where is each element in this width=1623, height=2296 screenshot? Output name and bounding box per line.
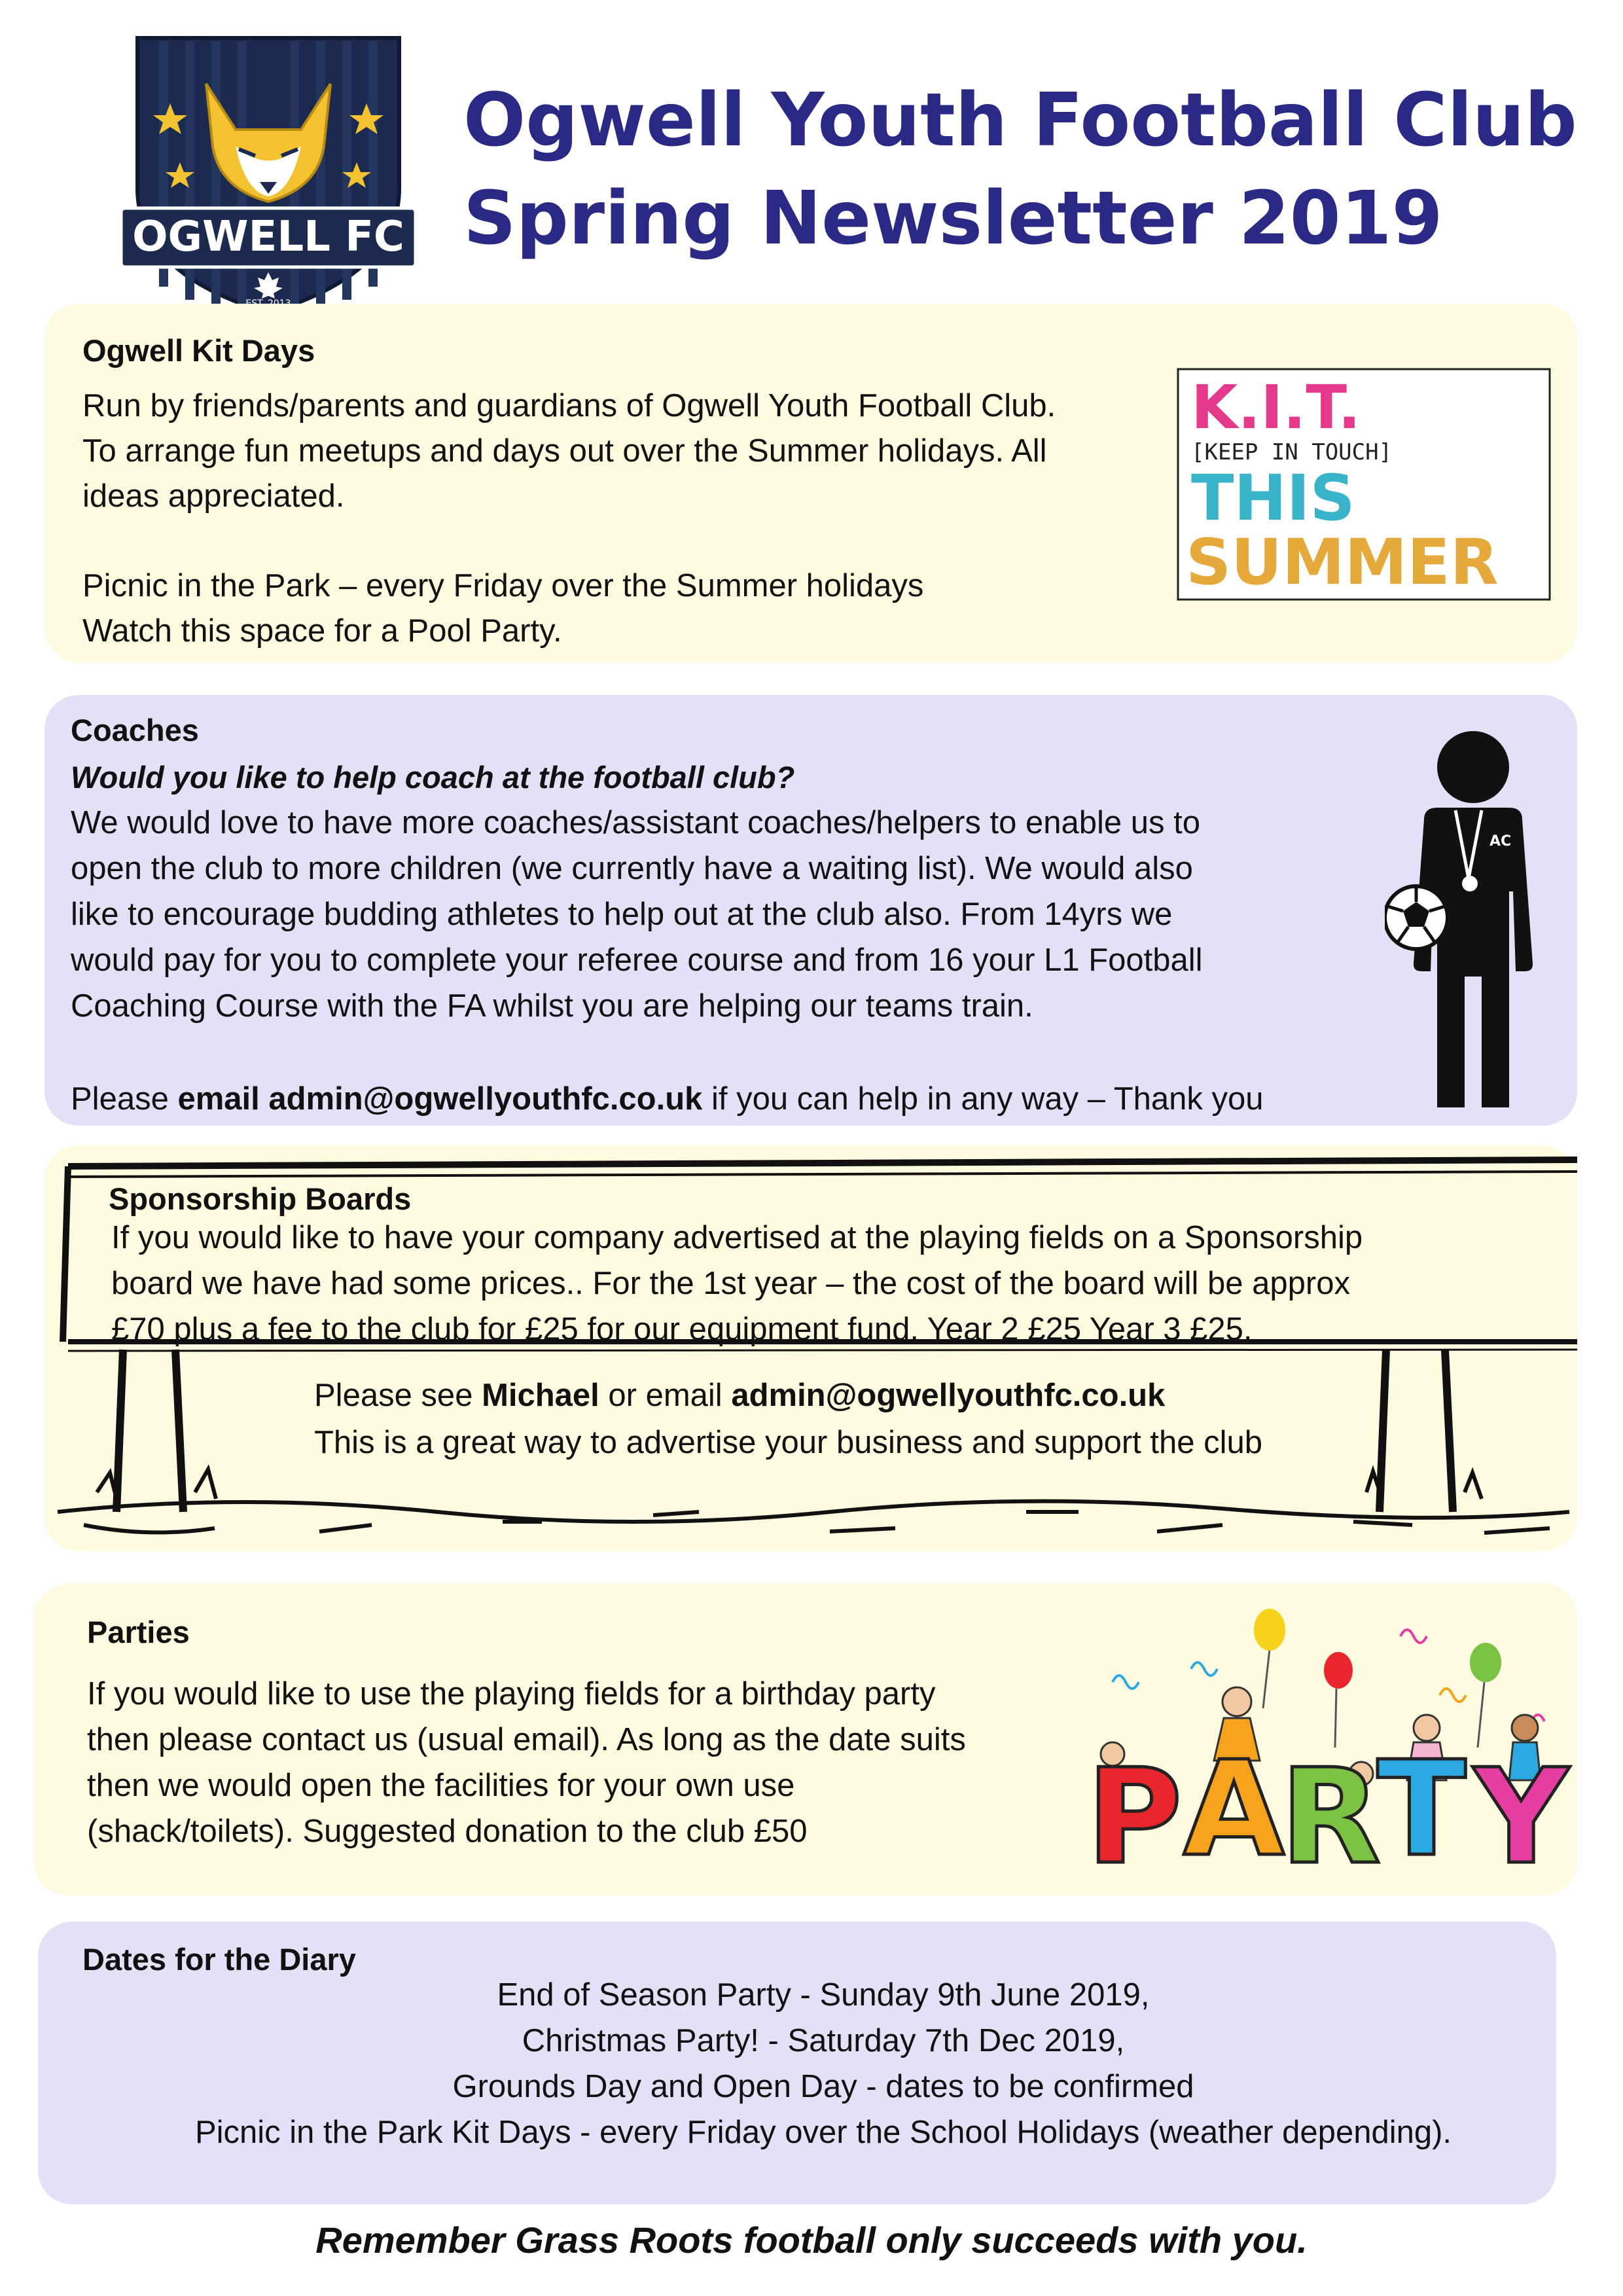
coaches-heading: Coaches <box>71 713 199 747</box>
kit-days-line: ideas appreciated. <box>82 478 345 514</box>
kit-days-line: Picnic in the Park – every Friday over the Summer holidays <box>82 568 924 603</box>
coach-badge-text: AC <box>1489 833 1512 850</box>
newsletter-title-line1: Ogwell Youth Football Club <box>463 78 1577 163</box>
sponsorship-email[interactable]: admin@ogwellyouthfc.co.uk <box>731 1378 1166 1413</box>
coaches-contact-email[interactable]: email admin@ogwellyouthfc.co.uk <box>177 1081 703 1117</box>
svg-text:THIS: THIS <box>1191 461 1355 535</box>
party-letter: P <box>1086 1741 1183 1872</box>
kit-days-heading: Ogwell Kit Days <box>82 333 315 368</box>
sponsorship-line: board we have had some prices.. For the 1st year – the cost of the board will be approx <box>111 1266 1350 1301</box>
newsletter-title-line2: Spring Newsletter 2019 <box>463 176 1443 261</box>
party-letter: T <box>1377 1733 1467 1872</box>
parties-line: If you would like to use the playing fields for a birthday party <box>87 1676 936 1712</box>
diary-list <box>38 1979 1609 2176</box>
party-letter: A <box>1183 1733 1285 1872</box>
party-illustration <box>1073 1597 1577 1872</box>
diary-item: Grounds Day and Open Day - dates to be confirmed <box>452 2069 1194 2104</box>
club-logo <box>108 25 429 319</box>
diary-item: End of Season Party - Sunday 9th June 2019, <box>497 1977 1150 2013</box>
parties-line: (shack/toilets). Suggested donation to the club £50 <box>87 1814 808 1849</box>
kit-days-line: Run by friends/parents and guardians of Ogwell Youth Football Club. <box>82 388 1056 423</box>
kit-days-line: Watch this space for a Pool Party. <box>82 613 562 649</box>
coaches-line: open the club to more children (we currently have a waiting list). We would also <box>71 851 1193 886</box>
logo-name: OGWELL FC <box>132 213 404 261</box>
footer-tagline: Remember Grass Roots football only succeeds with you. <box>315 2219 1308 2261</box>
kit-days-line: To arrange fun meetups and days out over the Summer holidays. All <box>82 433 1047 469</box>
coach-figure-icon <box>1385 728 1555 1113</box>
coaches-line: would pay for you to complete your referee course and from 16 your L1 Football <box>71 942 1203 978</box>
sponsorship-line: If you would like to have your company advertised at the playing fields on a Sponsorship <box>111 1220 1363 1255</box>
diary-item: Picnic in the Park Kit Days - every Friday over the School Holidays (weather depending). <box>194 2115 1452 2150</box>
parties-heading: Parties <box>87 1615 190 1649</box>
party-letter: Y <box>1474 1741 1569 1872</box>
parties-line: then we would open the facilities for your own use <box>87 1768 795 1803</box>
svg-text:K.I.T.: K.I.T. <box>1191 372 1361 442</box>
svg-text:SUMMER: SUMMER <box>1186 526 1499 599</box>
parties-line: then please contact us (usual email). As long as the date suits <box>87 1722 966 1757</box>
diary-item: Christmas Party! - Saturday 7th Dec 2019, <box>522 2023 1125 2058</box>
diary-heading: Dates for the Diary <box>82 1942 356 1977</box>
coaches-subheading: Would you like to help coach at the football club? <box>71 760 795 795</box>
sponsorship-heading: Sponsorship Boards <box>109 1181 412 1216</box>
sponsorship-line: £70 plus a fee to the club for £25 for our equipment fund. Year 2 £25 Year 3 £25. <box>111 1312 1253 1347</box>
coaches-line: We would love to have more coaches/assistant coaches/helpers to enable us to <box>71 805 1200 840</box>
sponsorship-contact: Please see Michael or email admin@ogwellyouthfc.co.uk <box>314 1378 1166 1413</box>
party-letter: R <box>1280 1741 1382 1872</box>
coaches-line: Coaching Course with the FA whilst you are helping our teams train. <box>71 988 1033 1024</box>
kit-this-summer-graphic <box>1177 368 1551 601</box>
sponsorship-closing: This is a great way to advertise your business and support the club <box>314 1425 1262 1460</box>
coaches-line: like to encourage budding athletes to help out at the club also. From 14yrs we <box>71 897 1173 932</box>
svg-text:[KEEP IN TOUCH]: [KEEP IN TOUCH] <box>1191 439 1393 465</box>
coaches-contact: Please email admin@ogwellyouthfc.co.uk if you can help in any way – Thank you <box>71 1081 1264 1117</box>
